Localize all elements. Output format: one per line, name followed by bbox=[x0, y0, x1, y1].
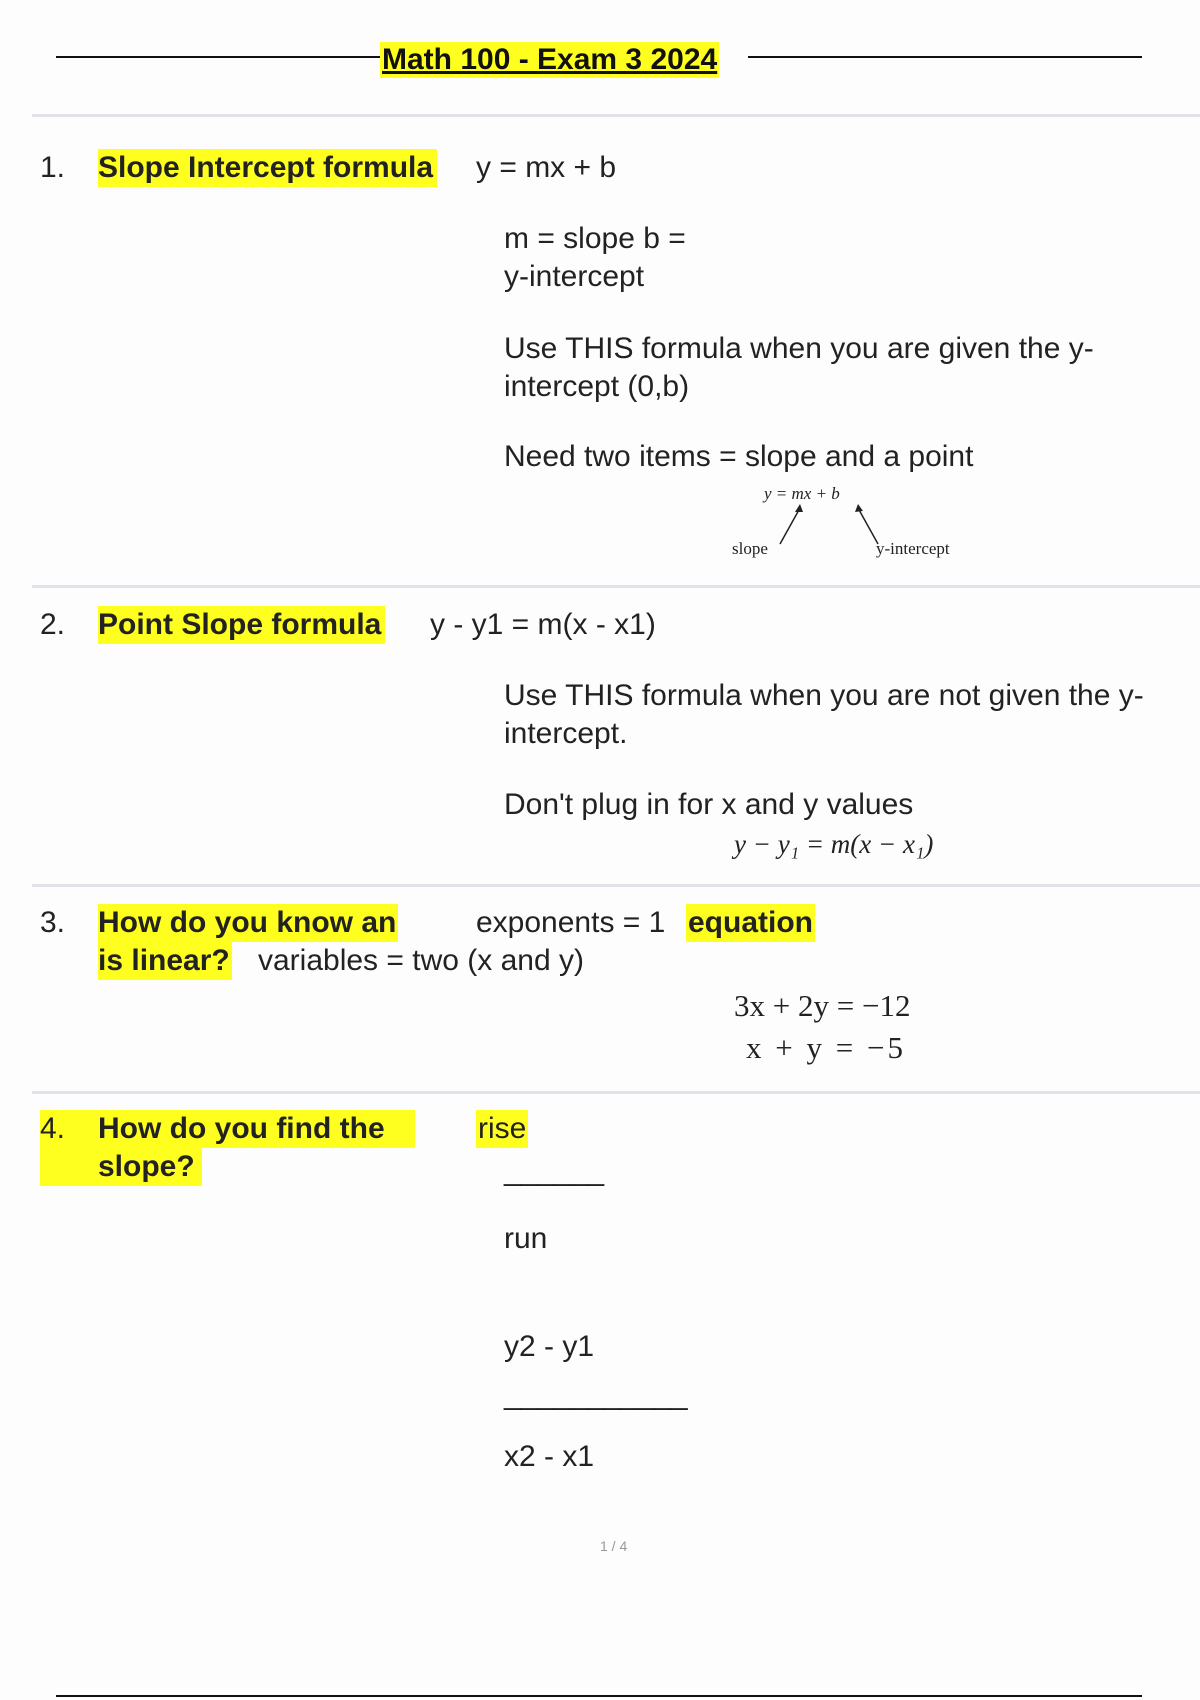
question-number: 1. bbox=[40, 151, 66, 184]
denominator-x-difference: x2 - x1 bbox=[504, 1440, 595, 1473]
question-number: 4. bbox=[40, 1112, 66, 1145]
formula: y - y1 = m(x - x1) bbox=[430, 608, 656, 641]
diagram-label-intercept: y-intercept bbox=[876, 539, 950, 558]
math-formula: y − y₁ = m(x − x₁) bbox=[734, 829, 934, 859]
footer-rule bbox=[56, 1695, 1142, 1697]
formula: y = mx + b bbox=[476, 151, 617, 184]
question-number: 3. bbox=[40, 906, 66, 939]
question-title-line2: slope? bbox=[98, 1150, 195, 1183]
diagram-label-slope: slope bbox=[732, 539, 768, 558]
numerator-y-difference: y2 - y1 bbox=[504, 1330, 595, 1363]
fraction-bar-2: ___________ bbox=[504, 1378, 688, 1411]
arrowhead-slope bbox=[795, 504, 803, 512]
question-title-line1: How do you know an bbox=[98, 904, 398, 942]
question-title: Slope Intercept formula bbox=[98, 149, 437, 187]
divider bbox=[32, 585, 1200, 588]
need-note: Need two items = slope and a point bbox=[504, 440, 974, 473]
example-equation-1: 3x + 2y = −12 bbox=[734, 988, 911, 1023]
usage-note: Use THIS formula when you are given the y-intercept (0,b) bbox=[504, 332, 1094, 403]
page-indicator: 1 / 4 bbox=[600, 1538, 628, 1554]
divider bbox=[32, 1091, 1200, 1094]
question-number: 2. bbox=[40, 608, 66, 641]
divider bbox=[32, 114, 1200, 117]
criterion-exponents: exponents = 1 bbox=[476, 906, 666, 939]
numerator-rise: rise bbox=[476, 1110, 528, 1148]
usage-note: Use THIS formula when you are not given the y-intercept. bbox=[504, 679, 1144, 750]
arrow-intercept bbox=[858, 508, 878, 544]
header-rule-right bbox=[748, 56, 1142, 58]
arrow-slope bbox=[780, 508, 800, 544]
question-title-line1: How do you find the bbox=[98, 1110, 415, 1148]
note: Don't plug in for x and y values bbox=[504, 788, 914, 821]
arrowhead-intercept bbox=[855, 504, 863, 512]
divider bbox=[32, 884, 1200, 887]
diagram-arrows bbox=[760, 500, 890, 550]
question-title: Point Slope formula bbox=[98, 606, 385, 644]
question-title-line2: is linear? bbox=[98, 942, 232, 980]
diagram-equation: y = mx + b bbox=[764, 484, 840, 503]
page-title: Math 100 - Exam 3 2024 bbox=[382, 43, 718, 76]
example-equation-2: x + y = −5 bbox=[746, 1030, 906, 1065]
denominator-run: run bbox=[504, 1222, 548, 1255]
criterion-variables: variables = two (x and y) bbox=[258, 944, 584, 977]
definitions: m = slope b = y-intercept bbox=[504, 222, 686, 293]
question-title-line1-end: equation bbox=[686, 904, 815, 942]
fraction-bar-1: ______ bbox=[504, 1154, 605, 1187]
header-rule-left bbox=[56, 56, 382, 58]
